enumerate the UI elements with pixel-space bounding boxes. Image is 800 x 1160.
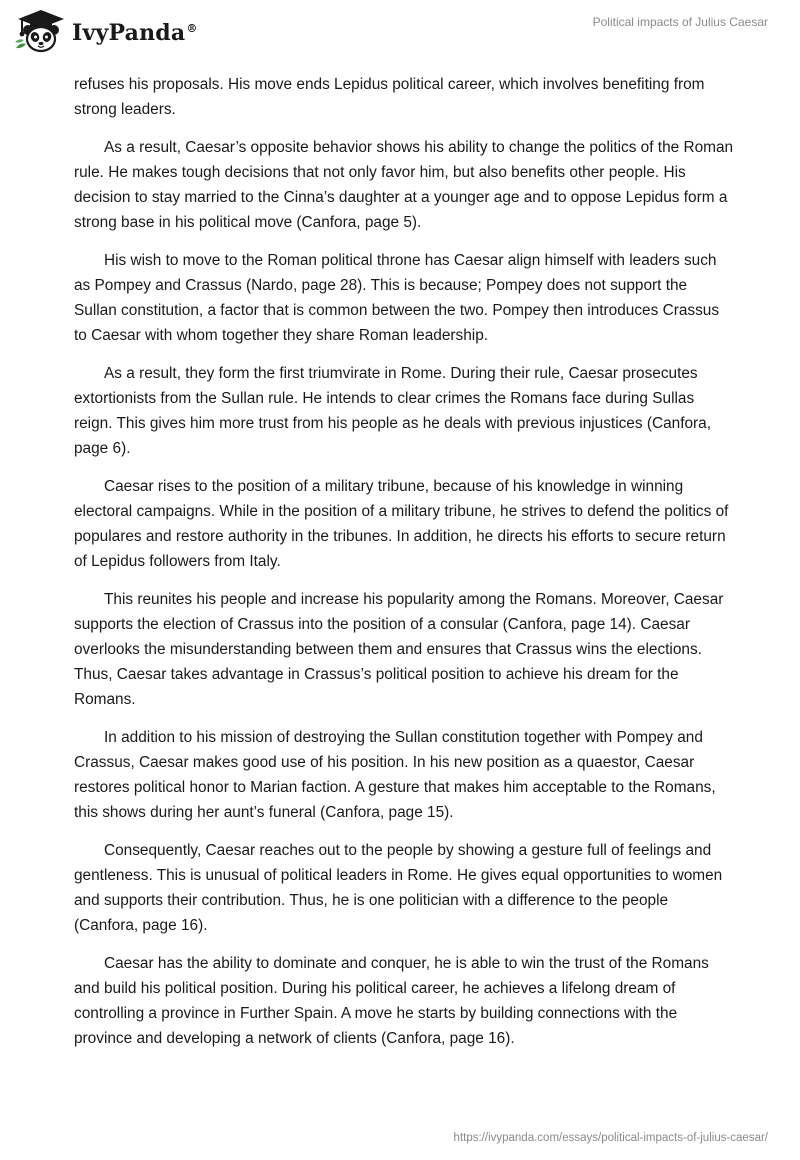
page-header [0,0,800,62]
source-url-link[interactable]: https://ivypanda.com/essays/political-impacts-of-julius-caesar/ [453,1132,768,1144]
registered-mark: ® [186,21,198,35]
document-title: Political impacts of Julius Caesar [592,15,768,29]
paragraph: His wish to move to the Roman political throne has Caesar align himself with leaders such as Pompey and Crassus (Nardo, page 28). This is because; Pompey does not support the Sullan constitution, a factor that is common between the two. Pompey then introduces Crassus to Caesar with whom together they share Roman leadership. [74,252,720,344]
paragraph: Caesar has the ability to dominate and conquer, he is able to win the trust of the Romans and build his political position. During his political career, he achieves a lifelong dream of controlling a province in Further Spain. A move he starts by building connections with the province and developing a network of clients (Canfora, page 16). [74,955,709,1047]
paragraph: As a result, they form the first triumvirate in Rome. During their rule, Caesar prosecutes extortionists from the Sullan rule. He intends to clear crimes the Romans face during Sullas reign. This gives him more trust from his people as he deals with previous injustices (Canfora, page 6). [74,365,711,457]
panda-graduate-icon [14,8,68,54]
paragraph: Caesar rises to the position of a military tribune, because of his knowledge in winning electoral campaigns. While in the position of a military tribune, he strives to defend the politics of populares and restore authority in the tribunes. In addition, he directs his efforts to secure return of Lepidus followers from Italy. [74,478,729,570]
brand-name: IvyPanda® [72,20,198,46]
paragraph: This reunites his people and increase his popularity among the Romans. Moreover, Caesar supports the election of Crassus into the position of a consular (Canfora, page 14). Caesar overlooks the misunderstanding between them and ensures that Crassus wins the elections. Thus, Caesar takes advantage in Crassus’s political position to achieve his dream for the Romans. [74,591,724,708]
paragraph: In addition to his mission of destroying the Sullan constitution together with Pompey and Crassus, Caesar makes good use of his position. In his new position as a quaestor, Caesar restores political honor to Marian faction. A gesture that makes him acceptable to the Romans, this shows during her aunt’s funeral (Canfora, page 15). [74,729,716,821]
paragraph: refuses his proposals. His move ends Lepidus political career, which involves benefiting from strong leaders. [74,76,705,118]
paragraph: Consequently, Caesar reaches out to the people by showing a gesture full of feelings and gentleness. This is unusual of political leaders in Rome. He gives equal opportunities to women and supports their contribution. Thus, he is one politician with a difference to the people (Canfora, page 16). [74,842,723,934]
paragraph: As a result, Caesar’s opposite behavior shows his ability to change the politics of the Roman rule. He makes tough decisions that not only favor him, but also benefits other people. His decision to stay married to the Cinna’s daughter at a younger age and to oppose Lepidus form a strong base in his political move (Canfora, page 5). [74,139,734,231]
essay-body [74,72,734,1064]
brand-logo[interactable] [14,8,198,54]
